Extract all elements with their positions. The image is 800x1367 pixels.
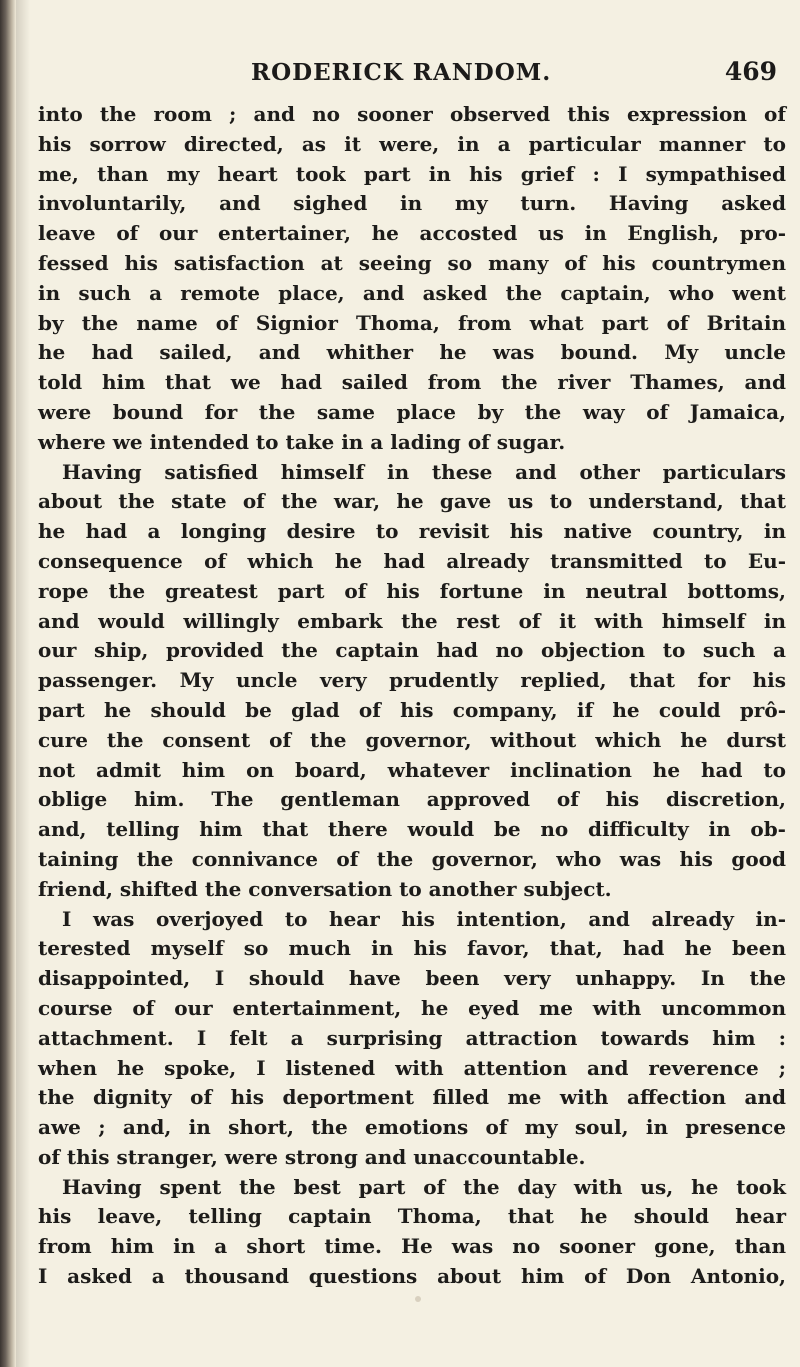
text-line: oblige him. The gentleman approved of his discretion, <box>38 787 786 812</box>
paragraph-start-line: Having satisfied himself in these and other particulars <box>62 459 786 484</box>
text-line: he had sailed, and whither he was bound. My uncle <box>38 340 786 365</box>
text-line: by the name of Signior Thoma, from what part of Britain <box>38 310 786 335</box>
page-number: 469 <box>724 57 777 86</box>
text-line: and would willingly embark the rest of it with himself in <box>38 608 786 633</box>
text-line: attachment. I felt a surprising attraction towards him : <box>38 1025 786 1050</box>
binding-shadow <box>16 0 30 1367</box>
text-line: about the state of the war, he gave us to understand, that <box>38 489 786 514</box>
text-line: and, telling him that there would be no difficulty in ob- <box>38 817 786 842</box>
text-line: not admit him on board, whatever inclination he had to <box>38 757 786 782</box>
paragraph-end-line: of this stranger, were strong and unaccountable. <box>38 1144 586 1169</box>
text-line: disappointed, I should have been very unhappy. In the <box>38 966 786 991</box>
text-line: his leave, telling captain Thoma, that he should hear <box>38 1204 786 1229</box>
binding-edge <box>0 0 16 1367</box>
paragraph-start-line: I was overjoyed to hear his intention, and already in- <box>62 906 786 931</box>
text-line: the dignity of his deportment filled me with affection and <box>38 1085 786 1110</box>
text-line: rope the greatest part of his fortune in neutral bottoms, <box>38 578 786 603</box>
text-line: he had a longing desire to revisit his native country, in <box>38 519 786 544</box>
text-line: part he should be glad of his company, if he could prô- <box>38 697 786 722</box>
text-line: told him that we had sailed from the river Thames, and <box>38 370 786 395</box>
text-line: terested myself so much in his favor, that, had he been <box>38 936 786 961</box>
text-line: cure the consent of the governor, without which he durst <box>38 727 786 752</box>
paragraph-end-line: friend, shifted the conversation to another subject. <box>38 876 612 901</box>
text-line: I asked a thousand questions about him of Don Antonio, <box>38 1264 786 1289</box>
text-line: passenger. My uncle very prudently replied, that for his <box>38 668 786 693</box>
body-text <box>38 100 786 1292</box>
text-line: awe ; and, in short, the emotions of my soul, in presence <box>38 1115 786 1140</box>
paragraph-start-line: Having spent the best part of the day with us, he took <box>62 1174 786 1199</box>
text-line: in such a remote place, and asked the captain, who went <box>38 280 786 305</box>
text-line: involuntarily, and sighed in my turn. Having asked <box>38 191 786 216</box>
page-header <box>36 55 788 95</box>
text-line: course of our entertainment, he eyed me with uncommon <box>38 995 786 1020</box>
text-line: me, than my heart took part in his grief : I sympathised <box>38 161 786 186</box>
text-line: consequence of which he had already transmitted to Eu- <box>38 548 786 573</box>
text-line: leave of our entertainer, he accosted us in English, pro- <box>38 221 786 246</box>
text-line: our ship, provided the captain had no objection to such a <box>38 638 786 663</box>
running-head: RODERICK RANDOM. <box>251 59 552 86</box>
paragraph-end-line: where we intended to take in a lading of sugar. <box>38 429 566 454</box>
text-line: from him in a short time. He was no sooner gone, than <box>38 1234 786 1259</box>
text-line: fessed his satisfaction at seeing so many of his countrymen <box>38 250 786 275</box>
text-line: taining the connivance of the governor, who was his good <box>38 846 786 871</box>
paper-speck <box>415 1296 421 1302</box>
text-line: his sorrow directed, as it were, in a particular manner to <box>38 131 786 156</box>
text-line: were bound for the same place by the way of Jamaica, <box>38 399 786 424</box>
text-line: when he spoke, I listened with attention and reverence ; <box>38 1055 786 1080</box>
text-line: into the room ; and no sooner observed this expression of <box>38 102 786 126</box>
